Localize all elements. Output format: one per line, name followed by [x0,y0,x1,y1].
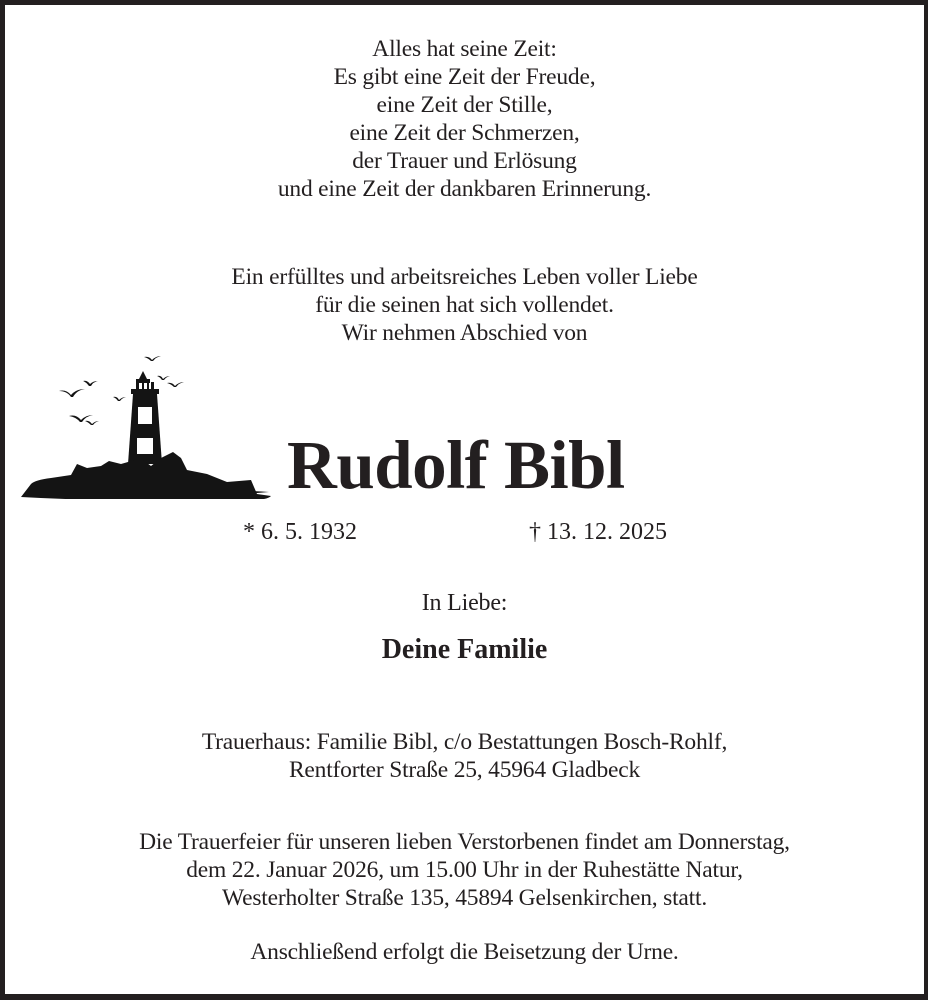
trauerhaus-line: Trauerhaus: Familie Bibl, c/o Bestattungen Bosch-Rohlf, [201,729,728,755]
intro-line: Ein erfülltes und arbeitsreiches Leben voller Liebe [231,264,698,290]
poem-line: eine Zeit der Stille, [376,92,553,118]
poem-line: Alles hat seine Zeit: [372,36,557,62]
intro-text [5,263,924,347]
deceased-name: Rudolf Bibl [287,427,625,503]
closing-text: Anschließend erfolgt die Beisetzung der Urne. [250,939,679,965]
poem-line: der Trauer und Erlösung [352,148,577,174]
ceremony-line: Westerholter Straße 135, 45894 Gelsenkirchen, statt. [222,885,707,911]
ceremony-line: dem 22. Januar 2026, um 15.00 Uhr in der Ruhestätte Natur, [186,857,743,883]
trauerhaus-line: Rentforter Straße 25, 45964 Gladbeck [288,757,641,783]
poem-line: und eine Zeit der dankbaren Erinnerung. [277,176,652,202]
death-date: † 13. 12. 2025 [529,519,667,545]
poem-line: Es gibt eine Zeit der Freude, [333,64,596,90]
lighthouse-icon [19,339,281,499]
intro-line: Wir nehmen Abschied von [341,320,588,346]
signature-label: In Liebe: [421,590,508,616]
poem [5,35,924,203]
poem-line: eine Zeit der Schmerzen, [349,120,580,146]
intro-line: für die seinen hat sich vollendet. [315,292,614,318]
obituary-notice [5,5,924,994]
ceremony-details [5,828,924,912]
trauerhaus-address [5,728,924,784]
signature-family: Deine Familie [381,634,548,665]
birth-date: * 6. 5. 1932 [243,519,357,545]
ceremony-line: Die Trauerfeier für unseren lieben Verstorbenen findet am Donnerstag, [139,829,790,855]
